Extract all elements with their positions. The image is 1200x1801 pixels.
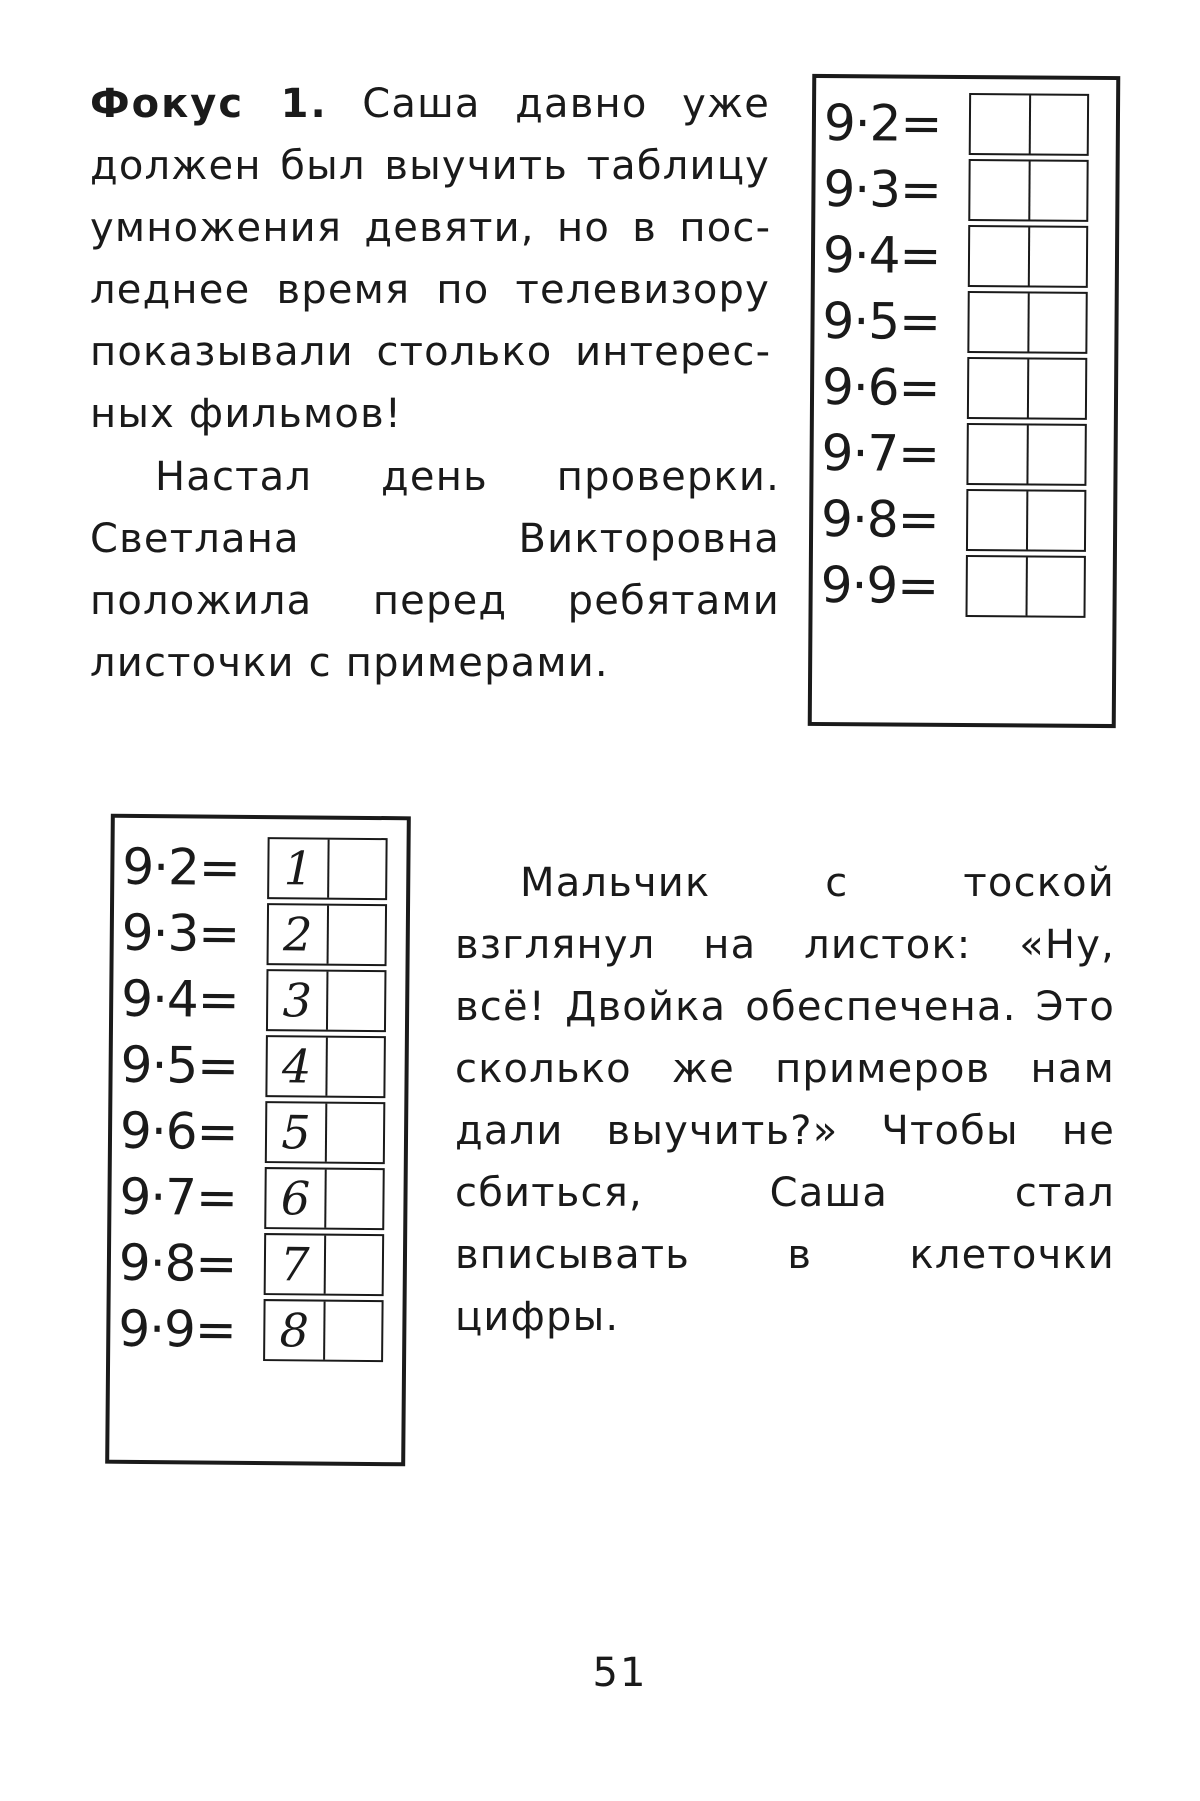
- answer-cell-units: [1029, 95, 1087, 153]
- handwritten-digit: 2: [282, 907, 313, 962]
- answer-cell-tens: [971, 95, 1029, 153]
- example-row: [121, 964, 387, 1036]
- answer-cell-units: [1026, 557, 1084, 615]
- example-expression: 9·6=: [119, 1101, 238, 1161]
- example-expression: 9·2=: [823, 94, 942, 153]
- example-row: [822, 352, 1087, 424]
- example-row: [823, 220, 1088, 292]
- answer-boxes: [264, 1233, 385, 1296]
- handwritten-digit: 5: [281, 1105, 311, 1160]
- example-expression: 9·9=: [820, 556, 939, 615]
- example-row: [824, 88, 1089, 160]
- answer-cell-units: [324, 1170, 383, 1229]
- example-row: [121, 898, 387, 970]
- example-expression: 9·7=: [119, 1167, 238, 1227]
- answer-cell-units: [325, 1038, 384, 1097]
- answer-cell-tens: [969, 359, 1027, 417]
- answer-cell-units: [1026, 425, 1084, 483]
- example-row: [120, 1030, 386, 1102]
- example-expression: 9·2=: [122, 837, 241, 897]
- handwritten-digit: 3: [282, 973, 313, 1028]
- answer-boxes: [263, 1299, 384, 1362]
- example-row: [120, 1096, 386, 1168]
- boy-reaction-paragraph: Мальчик с тоской взглянул на листок: «Ну, всё! Двойка обеспечена. Это сколько же примеров нам дали выучить?» Чтобы не сбиться, Саша стал вписывать в клеточки цифры.: [455, 860, 1115, 1340]
- answer-boxes: [264, 1167, 385, 1230]
- answer-cell-units: [1026, 491, 1084, 549]
- answer-boxes: [266, 969, 387, 1032]
- handwritten-digit: 8: [279, 1303, 310, 1358]
- example-expression: 9·3=: [121, 903, 240, 963]
- answer-boxes: [967, 291, 1087, 354]
- answer-boxes: [967, 357, 1087, 420]
- blank-examples-card: [808, 74, 1121, 728]
- answer-cell-units: [1028, 227, 1086, 285]
- answer-boxes: [966, 423, 1086, 486]
- answer-cell-tens: [970, 161, 1028, 219]
- example-row: [823, 154, 1088, 226]
- page-number: 51: [592, 1650, 648, 1696]
- answer-boxes: [968, 225, 1088, 288]
- example-expression: 9·4=: [822, 226, 941, 285]
- answer-cell-tens: [968, 491, 1026, 549]
- example-expression: 9·4=: [120, 969, 239, 1029]
- answer-cell-tens: [969, 293, 1027, 351]
- example-expression: 9·5=: [822, 292, 941, 351]
- trick-title: Фокус 1.: [90, 81, 328, 127]
- example-expression: 9·8=: [118, 1233, 237, 1293]
- answer-cell-units: [1027, 359, 1085, 417]
- example-expression: 9·5=: [120, 1035, 239, 1095]
- answer-cell-tens: [970, 227, 1028, 285]
- answer-cell-tens: [968, 557, 1026, 615]
- answer-cell-units: [324, 1236, 383, 1295]
- example-expression: 9·8=: [820, 490, 939, 549]
- example-expression: 9·9=: [118, 1299, 237, 1359]
- answer-cell-units: [323, 1302, 382, 1361]
- example-row: [122, 832, 388, 904]
- example-row: [820, 550, 1085, 622]
- answer-cell-units: [327, 840, 386, 899]
- test-day-paragraph: Настал день проверки. Светлана Викторовна положила перед ребятами листочки с примерами.: [90, 454, 780, 686]
- example-expression: 9·7=: [821, 424, 940, 483]
- answer-cell-units: [1028, 161, 1086, 219]
- example-row: [119, 1162, 385, 1234]
- answer-boxes: [969, 93, 1089, 156]
- answer-cell-units: [327, 906, 386, 965]
- example-expression: 9·6=: [821, 358, 940, 417]
- answer-boxes: [265, 1101, 386, 1164]
- filled-examples-card: [105, 814, 411, 1467]
- answer-boxes: [267, 903, 388, 966]
- intro-text: Саша давно уже должен был выучить таблицу умножения девяти, но в последнее время по телевизору показывали столько интересных фильмов!: [90, 81, 770, 437]
- example-row: [821, 418, 1086, 490]
- example-row: [119, 1228, 385, 1300]
- example-row: [822, 286, 1087, 358]
- answer-cell-units: [325, 1104, 384, 1163]
- handwritten-digit: 7: [280, 1237, 310, 1292]
- example-expression: 9·3=: [823, 160, 942, 219]
- handwritten-digit: 6: [280, 1171, 311, 1226]
- example-row: [821, 484, 1086, 556]
- answer-boxes: [966, 489, 1086, 552]
- answer-cell-units: [1027, 293, 1085, 351]
- answer-boxes: [267, 837, 388, 900]
- answer-boxes: [965, 555, 1085, 618]
- answer-boxes: [265, 1035, 386, 1098]
- answer-boxes: [968, 159, 1088, 222]
- example-row: [118, 1294, 384, 1366]
- handwritten-digit: 4: [281, 1039, 312, 1094]
- answer-cell-units: [326, 972, 385, 1031]
- handwritten-digit: 1: [283, 841, 314, 896]
- intro-paragraph: [90, 73, 770, 445]
- answer-cell-tens: [968, 425, 1026, 483]
